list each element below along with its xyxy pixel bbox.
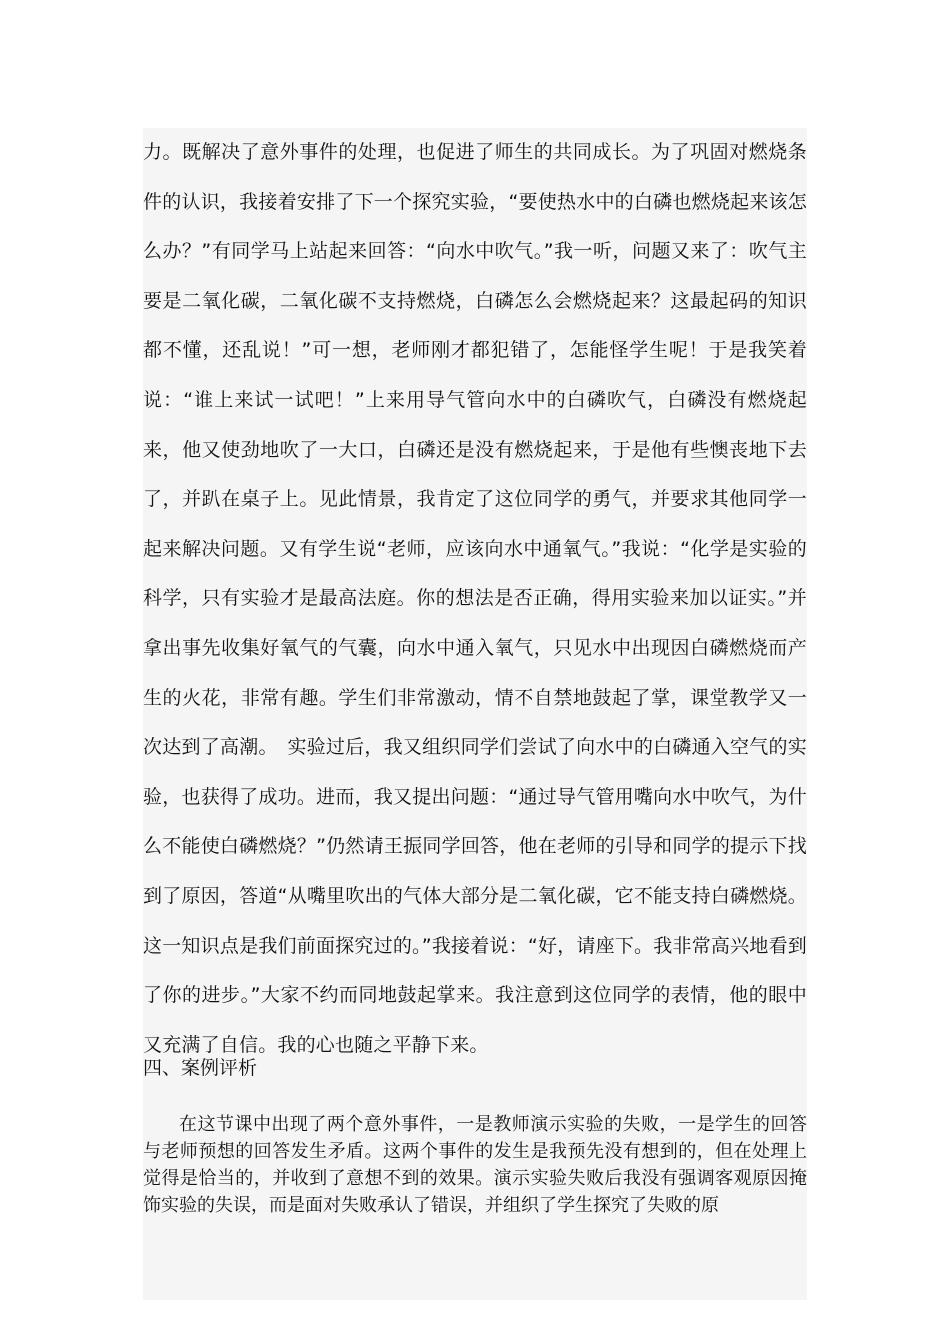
body-paragraph-analysis: 在这节课中出现了两个意外事件，一是教师演示实验的失败，一是学生的回答与老师预想的回答发生矛盾。这两个事件的发生是我预先没有想到的，但在处理上觉得是恰当的，并收到了意想不到的效果。演示实验失败后我没有强调客观原因掩饰实验的失误，而是面对失败承认了错误，并组织了学生探究了失败的原 xyxy=(143,1114,807,1216)
section-heading: 四、案例评析 xyxy=(143,1057,258,1079)
body-paragraph: 力。既解决了意外事件的处理，也促进了师生的共同成长。为了巩固对燃烧条件的认识，我接着安排了下一个探究实验，“要使热水中的白磷也燃烧起来该怎么办？”有同学马上站起来回答：“向水中吹气。”我一听，问题又来了：吹气主要是二氧化碳，二氧化碳不支持燃烧，白磷怎么会燃烧起来？这最起码的知识都不懂，还乱说！”可一想，老师刚才都犯错了，怎能怪学生呢！于是我笑着说：“谁上来试一试吧！”上来用导气管向水中的白磷吹气，白磷没有燃烧起来，他又使劲地吹了一大口，白磷还是没有燃烧起来，于是他有些懊丧地下去了，并趴在桌子上。见此情景，我肯定了这位同学的勇气，并要求其他同学一起来解决问题。又有学生说“老师，应该向水中通氧气。”我说：“化学是实验的科学，只有实验才是最高法庭。你的想法是否正确，得用实验来加以证实。”并拿出事先收集好氧气的气囊，向水中通入氧气，只见水中出现因白磷燃烧而产生的火花，非常有趣。学生们非常激动，情不自禁地鼓起了掌，课堂教学又一次达到了高潮。 实验过后，我又组织同学们尝试了向水中的白磷通入空气的实验，也获得了成功。进而，我又提出问题：“通过导气管用嘴向水中吹气，为什么不能使白磷燃烧？”仍然请王振同学回答，他在老师的引导和同学的提示下找到了原因，答道“从嘴里吹出的气体大部分是二氧化碳，它不能支持白磷燃烧。这一知识点是我们前面探究过的。”我接着说：“好，请座下。我非常高兴地看到了你的进步。”大家不约而同地鼓起掌来。我注意到这位同学的表情，他的眼中又充满了自信。我的心也随之平静下来。 xyxy=(143,141,807,1056)
